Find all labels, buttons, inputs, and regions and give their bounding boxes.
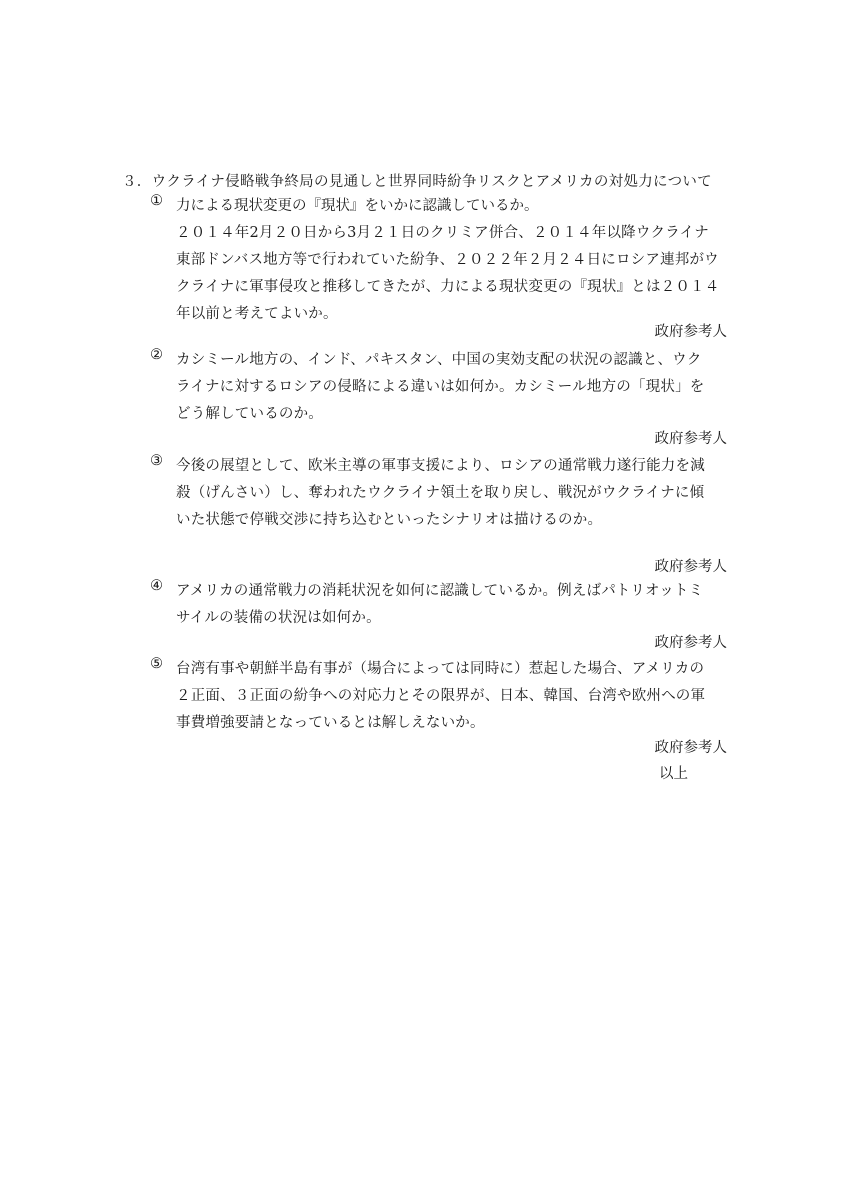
item-body-4: アメリカの通常戦力の消耗状況を如何に認識しているか。例えばパトリオットミ サイルの装備の状況は如何か。 xyxy=(176,583,704,626)
question-item-3 xyxy=(150,453,740,534)
item-marker-1: ① xyxy=(150,193,163,209)
question-item-2 xyxy=(150,347,740,428)
respondent-label-4: 政府参考人 xyxy=(654,635,727,651)
item-body-2: カシミール地方の、インド、パキスタン、中国の実効支配の状況の認識と、ウク ライナに対するロシアの侵略による違いは如何か。カシミール地方の「現状」を どう解しているのか。 xyxy=(176,352,705,422)
item-question-1: 力による現状変更の『現状』をいかに認識しているか。 xyxy=(176,198,539,214)
respondent-label-3: 政府参考人 xyxy=(654,559,727,575)
closing-text: 以上 xyxy=(659,766,688,782)
respondent-label-1: 政府参考人 xyxy=(654,324,727,340)
question-item-4 xyxy=(150,578,740,632)
section-heading: ３．ウクライナ侵略戦争終局の見通しと世界同時紛争リスクとアメリカの対処力について xyxy=(122,174,712,190)
question-item-1 xyxy=(150,193,740,328)
respondent-label-2: 政府参考人 xyxy=(654,431,727,447)
item-body-3: 今後の展望として、欧米主導の軍事支援により、ロシアの通常戦力遂行能力を減 殺（げんさい）し、奪われたウクライナ領土を取り戻し、戦況がウクライナに傾 いた状態で停戦交渉に持ち込むといったシナリオは描けるのか。 xyxy=(176,458,705,528)
item-marker-2: ② xyxy=(150,347,163,363)
item-marker-4: ④ xyxy=(150,578,163,594)
item-detail-1: ２０１４年2月２０日から3月２１日のクリミア併合、２０１４年以降ウクライナ 東部ドンバス地方等で行われていた紛争、２０２２年２月２４日にロシア連邦がウ クライナに軍事侵攻と推移してきたが、力による現状変更の『現状』とは２０１４ 年以前と考えてよいか。 xyxy=(176,225,720,322)
question-item-5 xyxy=(150,656,740,737)
item-body-5: 台湾有事や朝鮮半島有事が（場合によっては同時に）惹起した場合、アメリカの ２正面、３正面の紛争への対応力とその限界が、日本、韓国、台湾や欧州への軍 事費増強要請となっているとは解しえないか。 xyxy=(176,661,706,731)
respondent-label-5: 政府参考人 xyxy=(654,740,727,756)
item-marker-5: ⑤ xyxy=(150,656,163,672)
item-marker-3: ③ xyxy=(150,453,163,469)
